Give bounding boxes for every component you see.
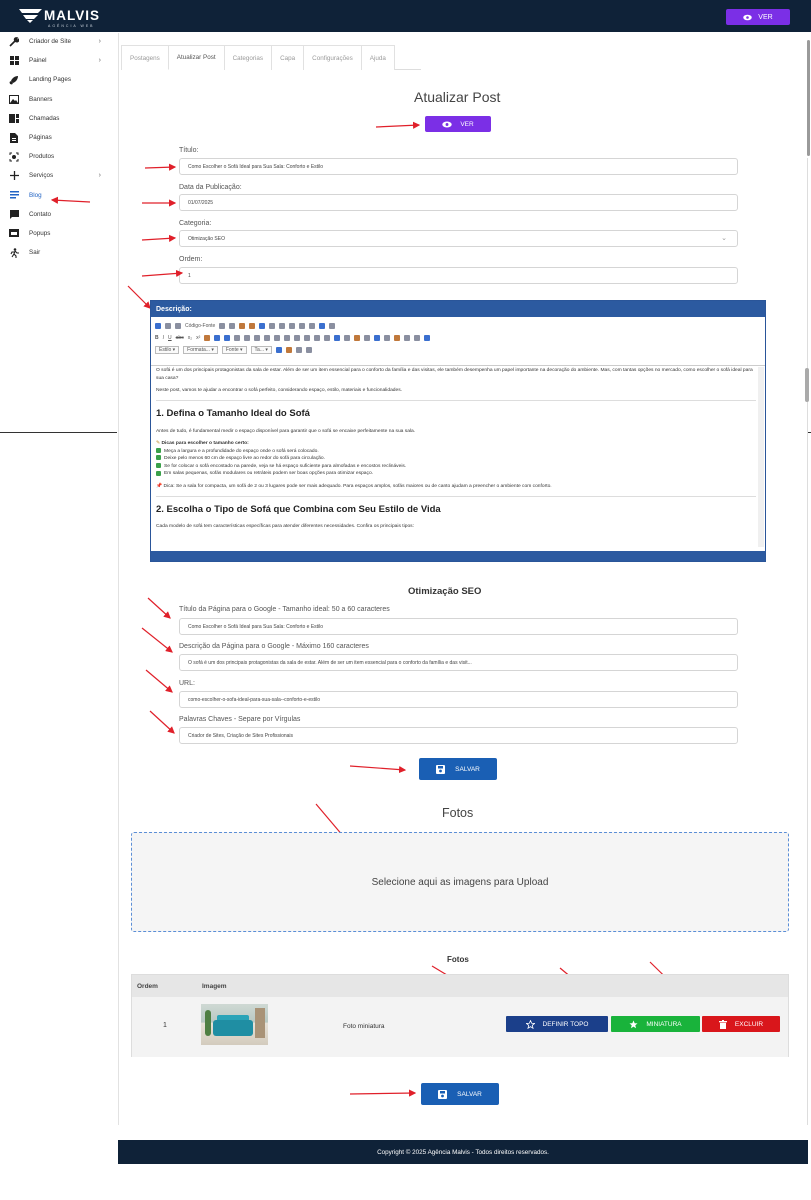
style-select[interactable]: Estilo ▾ — [155, 346, 179, 354]
paste-word-icon[interactable] — [259, 323, 265, 329]
url-input[interactable]: como-escolher-o-sofa-ideal-para-sua-sala--conforto-e-estilo — [179, 691, 738, 708]
floppy-icon — [436, 765, 445, 774]
ltr-icon[interactable] — [314, 335, 320, 341]
photo-caption: Foto miniatura — [343, 1023, 385, 1030]
tab-capa[interactable]: Capa — [271, 45, 304, 70]
tab-ajuda[interactable]: Ajuda — [361, 45, 395, 70]
anchor-icon[interactable] — [354, 335, 360, 341]
tips-title-text: Dicas para escolher o tamanho certo: — [161, 441, 249, 447]
editor-title: Descrição: — [151, 301, 765, 317]
editor-scrollbar-thumb[interactable] — [805, 368, 809, 402]
italic-icon[interactable]: I — [162, 335, 165, 341]
tips-title: ✎ Dicas para escolher o tamanho certo: — [156, 441, 249, 447]
new-page-icon[interactable] — [165, 323, 171, 329]
set-top-label: DEFINIR TOPO — [542, 1020, 589, 1028]
tip-item — [156, 455, 756, 463]
show-blocks-icon[interactable] — [306, 347, 312, 353]
titulo-input[interactable]: Como Escolher o Sofá Ideal para Sua Sala: Conforto e Estilo — [179, 158, 738, 175]
floppy-icon — [438, 1090, 447, 1099]
editor-heading: 1. Defina o Tamanho Ideal do Sofá — [156, 407, 310, 419]
size-select[interactable]: Ta... ▾ — [251, 346, 272, 354]
div-icon[interactable] — [264, 335, 270, 341]
view-post-label: VER — [460, 120, 474, 128]
save-icon[interactable] — [155, 323, 161, 329]
seo-title-input[interactable]: Como Escolher o Sofá Ideal para Sua Sala: Conforto e Estilo — [179, 618, 738, 635]
editor-toolbar — [151, 317, 765, 366]
smiley-icon[interactable] — [394, 335, 400, 341]
tip-note-text: Dica: Se a sala for compacta, um sofá de 2 ou 3 lugares pode ser mais adequado. Para espaços amplos, sofás maiores ou de canto ajudam a preencher o ambiente com conforto. — [163, 484, 552, 490]
seo-description-input[interactable]: O sofá é um dos principais protagonistas da sala de estar. Além de ser um item essencial para o conforto da família e das visit... — [179, 654, 738, 671]
editor-statusbar — [151, 551, 765, 561]
bold-icon[interactable]: B — [155, 335, 159, 341]
annotation-arrow — [376, 125, 419, 127]
special-char-icon[interactable] — [404, 335, 410, 341]
redo-icon[interactable] — [279, 323, 285, 329]
description-editor[interactable] — [150, 300, 766, 562]
brand-tagline: AGÊNCIA WEB — [48, 24, 95, 28]
strikethrough-icon[interactable]: abc — [175, 335, 184, 341]
set-top-button[interactable] — [506, 1016, 608, 1032]
annotation-arrow — [150, 711, 174, 733]
format-select[interactable]: Formata... ▾ — [183, 346, 218, 354]
sidebar-item-label: Banners — [29, 95, 53, 103]
tip-text: Em salas pequenas, sofás modulares ou retráteis podem ser boas opções para otimizar espaço. — [164, 471, 374, 477]
row-ordem: 1 — [163, 1022, 167, 1029]
column-header-ordem: Ordem — [137, 982, 158, 990]
spellcheck-icon[interactable] — [319, 323, 325, 329]
table-header — [132, 975, 788, 997]
preview-icon[interactable] — [175, 323, 181, 329]
rtl-icon[interactable] — [324, 335, 330, 341]
photos-title: Fotos — [442, 806, 474, 820]
style-select-label: Estilo — [159, 347, 172, 353]
tip-text: Se for colocar o sofá encostado na parede, veja se há espaço suficiente para almofadas e encostos reclináveis. — [164, 463, 407, 469]
remove-format-icon[interactable] — [204, 335, 210, 341]
editor-paragraph: Antes de tudo, é fundamental medir o espaço disponível para garantir que o sofá se encaixe perfeitamente na sua sala. — [156, 428, 416, 434]
checkbox-icon — [156, 463, 161, 468]
font-select[interactable]: Fonte ▾ — [222, 346, 247, 354]
column-header-imagem: Imagem — [202, 982, 227, 990]
numbered-list-icon[interactable] — [214, 335, 220, 341]
categoria-label: Categoria: — [179, 220, 212, 227]
page-title: Atualizar Post — [414, 89, 501, 105]
flash-icon[interactable] — [364, 335, 370, 341]
annotation-arrow — [350, 1093, 415, 1094]
divider — [156, 496, 756, 497]
sidebar-item-label: Blog — [29, 191, 42, 199]
sidebar-item-label: Páginas — [29, 134, 52, 142]
footer — [118, 1140, 808, 1164]
size-select-label: Ta... — [254, 347, 264, 353]
keywords-input[interactable]: Criador de Sites, Criação de Sites Profissionais — [179, 727, 738, 744]
underline-icon[interactable]: U — [168, 335, 172, 341]
chevron-right-icon: › — [98, 57, 101, 65]
tab-categorias[interactable]: Categorias — [224, 45, 272, 70]
cut-icon[interactable] — [219, 323, 225, 329]
copy-icon[interactable] — [229, 323, 235, 329]
source-code-button[interactable]: Código-Fonte — [185, 323, 216, 329]
annotation-arrow — [350, 766, 405, 770]
annotation-arrow — [142, 238, 175, 240]
copyright-text: Copyright © 2025 Agência Malvis - Todos direitos reservados. — [377, 1148, 549, 1156]
annotation-arrow — [145, 167, 175, 168]
ordem-label: Ordem: — [179, 256, 203, 263]
tip-text: Deixe pelo menos 60 cm de espaço livre ao redor do sofá para circulação. — [164, 456, 325, 462]
unlink-icon[interactable] — [344, 335, 350, 341]
editor-heading: 2. Escolha o Tipo de Sofá que Combina com Seu Estilo de Vida — [156, 503, 441, 515]
gallery-title: Fotos — [447, 955, 469, 964]
tip-item — [156, 448, 756, 456]
seo-description-label: Descrição da Página para o Google - Máximo 160 caracteres — [179, 643, 369, 650]
sidebar-item-label: Serviços — [29, 172, 54, 180]
data-publicacao-input[interactable]: 01/07/2025 — [179, 194, 738, 211]
upload-dropzone[interactable] — [131, 832, 789, 932]
categoria-value: Otimização SEO — [188, 235, 225, 242]
indent-icon[interactable] — [244, 335, 250, 341]
tab-atualizar-post[interactable]: Atualizar Post — [168, 45, 225, 70]
sidebar-item-label: Painel — [29, 57, 47, 65]
photo-thumbnail[interactable] — [201, 1004, 268, 1045]
trash-icon — [719, 1020, 727, 1029]
annotation-arrow — [146, 670, 172, 692]
justify-icon[interactable] — [304, 335, 310, 341]
find-icon[interactable] — [289, 323, 295, 329]
form-icon[interactable] — [329, 323, 335, 329]
tip-note — [156, 483, 756, 491]
tip-item — [156, 470, 756, 478]
tip-item — [156, 463, 756, 471]
sidebar-item-label: Contato — [29, 210, 52, 218]
sidebar-item-label: Popups — [29, 229, 51, 237]
blockquote-icon[interactable] — [254, 335, 260, 341]
upload-dropzone-text: Selecione aqui as imagens para Upload — [371, 876, 549, 888]
thumbnail-label: MINIATURA — [646, 1020, 682, 1028]
view-site-label: VER — [758, 13, 773, 21]
annotation-arrow — [142, 628, 172, 652]
star-icon — [629, 1020, 638, 1029]
link-icon[interactable] — [334, 335, 340, 341]
star-outline-icon — [526, 1020, 535, 1029]
save-photos-button[interactable] — [421, 1083, 499, 1105]
chevron-right-icon: › — [98, 38, 101, 46]
divider — [156, 400, 756, 401]
bullet-list-icon[interactable] — [224, 335, 230, 341]
tab-configuracoes[interactable]: Configurações — [303, 45, 362, 70]
annotation-arrow — [148, 598, 170, 618]
data-publicacao-label: Data da Publicação: — [179, 184, 242, 191]
editor-content[interactable] — [156, 367, 756, 552]
save-photos-label: SALVAR — [457, 1090, 482, 1098]
replace-icon[interactable] — [299, 323, 305, 329]
photos-table — [131, 974, 789, 1057]
delete-button[interactable] — [702, 1016, 780, 1032]
font-select-label: Fonte — [225, 347, 239, 353]
editor-paragraph: Cada modelo de sofá tem características específicas para atender diferentes necessidades. Confira os principais tipos: — [156, 524, 414, 530]
url-label: URL: — [179, 680, 195, 687]
seo-section-title: Otimização SEO — [408, 586, 482, 597]
bg-color-icon[interactable] — [286, 347, 292, 353]
annotation-arrow — [128, 286, 150, 308]
editor-paragraph: O sofá é um dos principais protagonistas da sala de estar. Além de ser um item essencial para o conforto da família e das visitas, ele também desempenha um papel importante na decoração do ambiente. Mas, com tantas opções no mercado, como escolher o sofá ideal para sua casa? — [156, 368, 753, 381]
align-left-icon[interactable] — [274, 335, 280, 341]
text-color-icon[interactable] — [276, 347, 282, 353]
paste-text-icon[interactable] — [249, 323, 255, 329]
annotation-arrow — [52, 200, 90, 202]
align-right-icon[interactable] — [294, 335, 300, 341]
pin-icon: 📌 — [156, 484, 163, 490]
seo-title-label: Título da Página para o Google - Tamanho ideal: 50 a 60 caracteres — [179, 606, 390, 613]
brand-name: MALVIS — [44, 7, 100, 23]
checkbox-icon — [156, 448, 161, 453]
iframe-icon[interactable] — [424, 335, 430, 341]
editor-paragraph: Neste post, vamos te ajudar a encontrar o sofá perfeito, considerando espaço, estilo, materiais e funcionalidades. — [156, 388, 403, 394]
checkbox-icon — [156, 455, 161, 460]
undo-icon[interactable] — [269, 323, 275, 329]
chevron-down-icon: ⌄ — [721, 235, 727, 242]
table-row — [132, 997, 788, 1057]
keywords-label: Palavras Chaves - Separe por Vírgulas — [179, 716, 301, 723]
tip-text: Meça a largura e a profundidade do espaço onde o sofá será colocado. — [164, 448, 319, 454]
table-icon[interactable] — [374, 335, 380, 341]
delete-label: EXCLUIR — [734, 1020, 764, 1028]
align-center-icon[interactable] — [284, 335, 290, 341]
paste-icon[interactable] — [239, 323, 245, 329]
outdent-icon[interactable] — [234, 335, 240, 341]
sidebar-item-label: Produtos — [29, 153, 55, 161]
save-button[interactable] — [419, 758, 497, 780]
page-break-icon[interactable] — [414, 335, 420, 341]
sidebar-item-label: Chamadas — [29, 114, 60, 122]
format-select-label: Formata... — [187, 347, 210, 353]
horizontal-rule-icon[interactable] — [384, 335, 390, 341]
sidebar-item-label: Sair — [29, 249, 41, 257]
thumbnail-button[interactable] — [611, 1016, 700, 1032]
maximize-icon[interactable] — [296, 347, 302, 353]
sidebar-item-label: Criador de Site — [29, 38, 71, 46]
superscript-icon[interactable]: x² — [196, 335, 201, 341]
chevron-right-icon: › — [98, 172, 101, 180]
titulo-label: Título: — [179, 147, 199, 154]
editor-scrollbar[interactable] — [758, 367, 764, 547]
ordem-input[interactable]: 1 — [179, 267, 738, 284]
select-all-icon[interactable] — [309, 323, 315, 329]
subscript-icon[interactable]: x₂ — [187, 335, 193, 341]
save-label: SALVAR — [455, 765, 480, 773]
sidebar-item-label: Landing Pages — [29, 76, 72, 84]
tab-postagens[interactable]: Postagens — [121, 45, 169, 70]
annotation-arrow — [142, 273, 182, 276]
checkbox-icon — [156, 471, 161, 476]
